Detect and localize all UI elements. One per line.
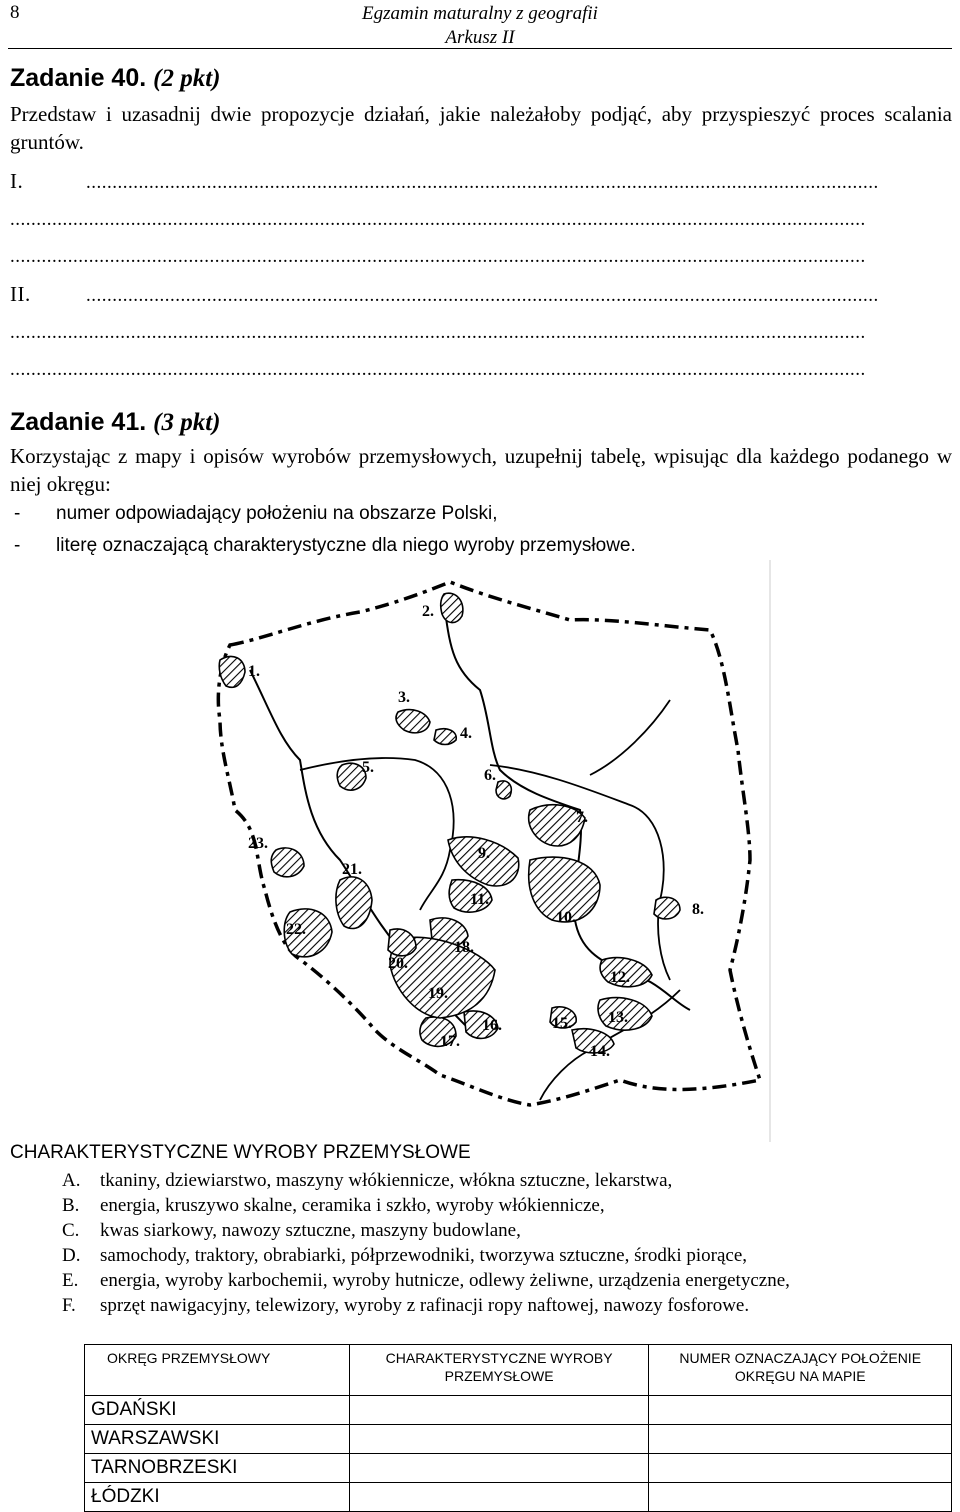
district-name: ŁÓDZKI <box>85 1483 350 1512</box>
district-1 <box>219 656 245 687</box>
map-label-3: 3. <box>398 689 410 706</box>
legend-item: A. tkaniny, dziewiarstwo, maszyny włókiennicze, włókna sztuczne, lekarstwa, <box>62 1170 673 1191</box>
answer-line[interactable]: ................................................................................................................................................................... <box>10 359 866 380</box>
map-label-18: 18. <box>454 939 474 956</box>
map-label-11: 11. <box>470 891 490 908</box>
table-row <box>85 1454 952 1483</box>
map-label-23: 23. <box>248 835 268 852</box>
district-20 <box>388 929 416 956</box>
map-label-6: 6. <box>484 767 496 784</box>
task-41-points: (3 pkt) <box>153 409 221 436</box>
map-label-9: 9. <box>478 845 490 862</box>
legend-item: C. kwas siarkowy, nawozy sztuczne, maszyny budowlane, <box>62 1220 521 1241</box>
district-4 <box>434 729 456 745</box>
task-41-number: Zadanie 41. <box>10 408 147 436</box>
legend-item: D. samochody, traktory, obrabiarki, półprzewodniki, tworzywa sztuczne, środki piorące, <box>62 1245 748 1266</box>
map-label-14: 14. <box>590 1043 610 1060</box>
map-label-12: 12. <box>610 969 630 986</box>
district-8 <box>654 897 680 919</box>
exam-title: Egzamin maturalny z geografii <box>362 3 598 24</box>
district-23 <box>271 848 304 877</box>
legend-title: CHARAKTERYSTYCZNE WYROBY PRZEMYSŁOWE <box>10 1142 471 1163</box>
task-41-instructions <box>10 498 950 562</box>
district-name: GDAŃSKI <box>85 1396 350 1425</box>
district-name: WARSZAWSKI <box>85 1425 350 1454</box>
table-row <box>85 1483 952 1512</box>
district-name: TARNOBRZESKI <box>85 1454 350 1483</box>
answer-line[interactable]: I. ....................................................................................................................................................... <box>10 169 879 193</box>
legend-item: E. energia, wyroby karbochemii, wyroby hutnicze, odlewy żeliwne, urządzenia energetyczne, <box>62 1270 790 1291</box>
legend-item: F. sprzęt nawigacyjny, telewizory, wyroby z rafinacji ropy naftowej, nawozy fosforowe. <box>62 1295 750 1316</box>
answer-line[interactable]: ................................................................................................................................................................... <box>10 246 866 267</box>
header-divider <box>8 48 952 49</box>
task-40-points: (2 pkt) <box>153 65 221 92</box>
answer-line[interactable]: ................................................................................................................................................................... <box>10 209 866 230</box>
map-label-20: 20. <box>388 955 408 972</box>
number-cell[interactable] <box>649 1396 952 1425</box>
exam-sheet: Arkusz II <box>445 27 515 48</box>
number-cell[interactable] <box>649 1483 952 1512</box>
answer-table <box>84 1344 952 1512</box>
map-label-13: 13. <box>608 1009 628 1026</box>
map-label-7: 7. <box>576 809 588 826</box>
table-row <box>85 1396 952 1425</box>
map-label-10: 10. <box>556 909 576 926</box>
number-cell[interactable] <box>649 1425 952 1454</box>
district-21 <box>336 877 372 929</box>
product-cell[interactable] <box>349 1483 649 1512</box>
table-row <box>85 1425 952 1454</box>
river-narew <box>590 700 670 775</box>
district-3 <box>396 710 430 733</box>
table-header-row <box>85 1345 952 1396</box>
task-40-title <box>10 64 220 93</box>
exam-header <box>0 2 960 50</box>
map-label-15: 15. <box>552 1015 572 1032</box>
answer-line[interactable]: II. ....................................................................................................................................................... <box>10 282 879 306</box>
map-label-1: 1. <box>248 663 260 680</box>
map-label-8: 8. <box>692 901 704 918</box>
legend-item: B. energia, kruszywo skalne, ceramika i szkło, wyroby włókiennicze, <box>62 1195 605 1216</box>
map-label-21: 21. <box>342 861 362 878</box>
answer-line[interactable]: ................................................................................................................................................................... <box>10 322 866 343</box>
map-svg <box>190 560 772 1142</box>
legend-list <box>10 1168 955 1318</box>
task-41-title <box>10 408 220 437</box>
map-label-19: 19. <box>428 985 448 1002</box>
district-2 <box>441 593 463 622</box>
product-cell[interactable] <box>349 1454 649 1483</box>
task-41-prompt: Korzystając z mapy i opisów wyrobów przemysłowych, uzupełnij tabelę, wpisując dla każdego podanego w niej okręgu: <box>10 444 952 496</box>
map-label-5: 5. <box>362 759 374 776</box>
map-label-4: 4. <box>460 725 472 742</box>
task-40-prompt: Przedstaw i uzasadnij dwie propozycje działań, jakie należałoby podjąć, aby przyspieszyć proces scalania gruntów. <box>10 102 952 154</box>
poland-industrial-map <box>190 560 772 1142</box>
instruction-item: - literę oznaczającą charakterystyczne dla niego wyroby przemysłowe. <box>14 535 636 556</box>
task-40-number: Zadanie 40. <box>10 64 147 92</box>
district-6 <box>496 781 511 799</box>
product-cell[interactable] <box>349 1425 649 1454</box>
map-label-16: 16. <box>482 1017 502 1034</box>
column-header-district: OKRĘG PRZEMYSŁOWY <box>85 1345 350 1396</box>
map-label-22: 22. <box>286 921 306 938</box>
number-cell[interactable] <box>649 1454 952 1483</box>
column-header-map-number: NUMER OZNACZAJĄCY POŁOŻENIE OKRĘGU NA MAPIE <box>649 1345 952 1396</box>
instruction-item: - numer odpowiadający położeniu na obszarze Polski, <box>14 503 498 524</box>
column-header-products: CHARAKTERYSTYCZNE WYROBY PRZEMYSŁOWE <box>349 1345 649 1396</box>
product-cell[interactable] <box>349 1396 649 1425</box>
river-warta <box>300 758 454 910</box>
map-label-17: 17. <box>440 1033 460 1050</box>
map-label-2: 2. <box>422 603 434 620</box>
task-40-answer-area[interactable] <box>10 166 952 392</box>
page-number: 8 <box>10 2 20 23</box>
